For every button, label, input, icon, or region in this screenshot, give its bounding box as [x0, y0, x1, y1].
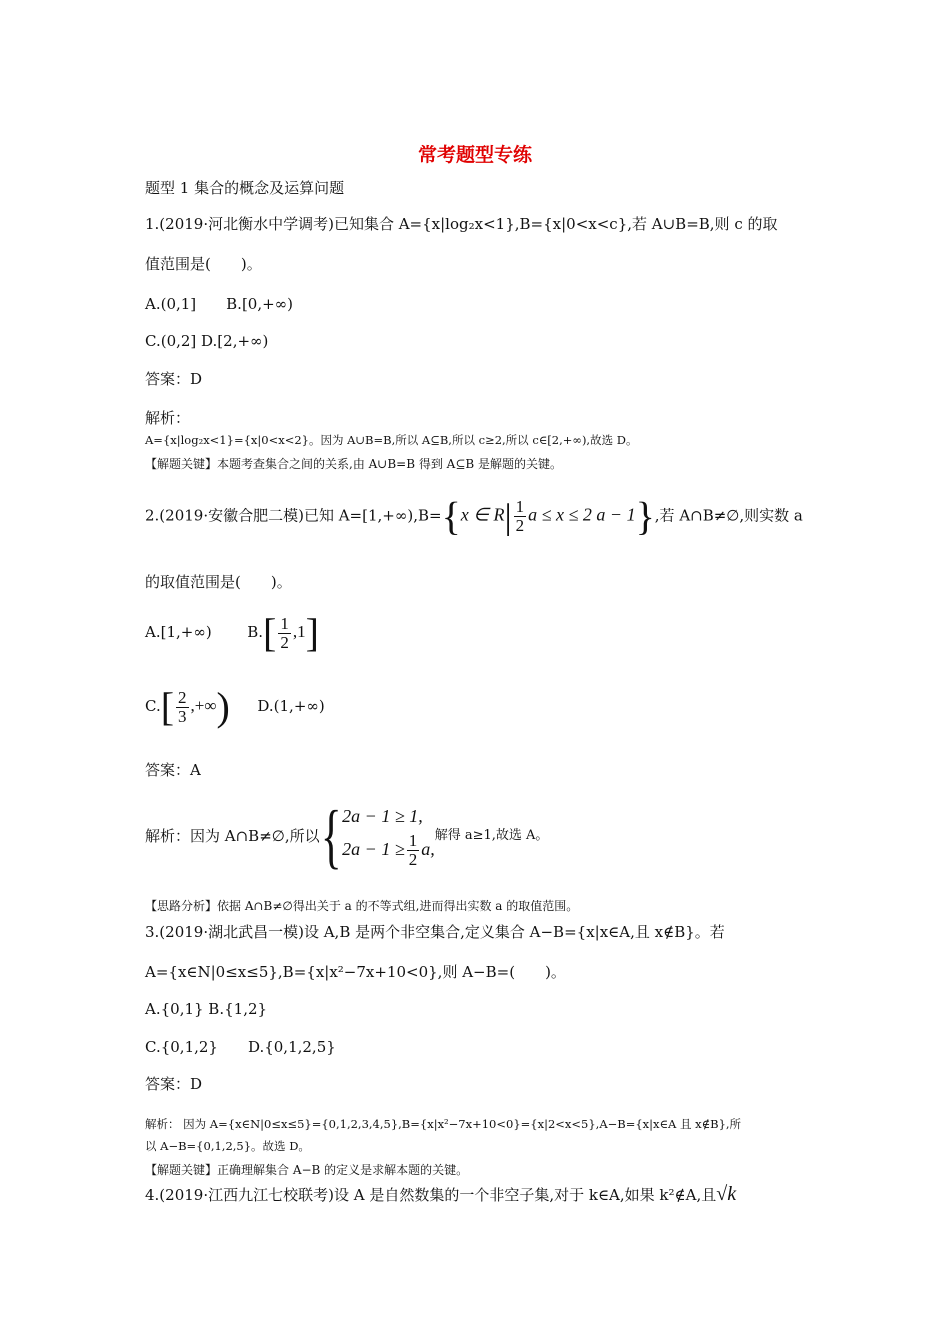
q4-radical: √k: [716, 1183, 737, 1205]
q2-analysis-suffix: 解得 a≥1,故选 A。: [434, 828, 549, 843]
q2-option-b-num: 1: [280, 613, 289, 633]
q2-system-line2: [342, 829, 435, 869]
q2-set-frac-den: 2: [515, 515, 525, 535]
q1-options-ab: A.(0,1] B.[0,+∞): [145, 295, 294, 313]
q2-analysis: [145, 796, 549, 884]
q2-set-fraction: [514, 498, 527, 535]
q2-option-d: D.(1,+∞): [257, 697, 325, 715]
q2-set-bar: |: [504, 496, 512, 537]
q2-option-c-rest: ,+∞: [190, 696, 217, 715]
q2-system-line1: 2a − 1 ≥ 1,: [342, 805, 423, 826]
q2-system-brace: {: [320, 796, 342, 876]
q2-option-c-open: [: [160, 684, 175, 729]
q3-key-note: 【解题关键】正确理解集合 A−B 的定义是求解本题的关键。: [145, 1163, 469, 1177]
q2-option-b-close: ]: [305, 610, 319, 655]
section-heading: 题型 1 集合的概念及运算问题: [145, 179, 345, 197]
q2-stem-suffix: ,若 A∩B≠∅,则实数 a: [654, 506, 803, 525]
q2-system-line2-prefix: 2a − 1 ≥: [342, 838, 405, 859]
q3-stem-line2: A={x∈N|0≤x≤5},B={x|x²−7x+10<0},则 A−B=( )。: [145, 963, 566, 981]
q2-analysis-prefix: 解析：因为 A∩B≠∅,所以: [145, 827, 320, 845]
q2-system-frac-den: 2: [408, 850, 418, 870]
q2-set-frac-num: 1: [515, 497, 525, 516]
q2-option-c-fraction: [176, 689, 189, 726]
q2-set-close-brace: }: [635, 493, 655, 539]
q2-option-b-open: [: [263, 610, 277, 655]
q2-system: [342, 803, 435, 869]
q3-analysis-line1: 解析： 因为 A={x∈N|0≤x≤5}={0,1,2,3,4,5},B={x|x²−7x+10<0}={x|2<x<5},A−B={x|x∈A 且 x∉B},所: [145, 1117, 742, 1131]
q2-option-c-num: 2: [178, 687, 187, 707]
page-title: 常考题型专练: [417, 144, 532, 166]
q2-system-frac-num: 1: [408, 831, 418, 851]
q2-key-note: 【思路分析】依据 A∩B≠∅得出关于 a 的不等式组,进而得出实数 a 的取值范围。: [145, 899, 579, 913]
q2-option-b-den: 2: [280, 632, 289, 652]
q4-stem-text: 4.(2019·江西九江七校联考)设 A 是自然数集的一个非空子集,对于 k∈A,如果 k²∉A,且: [145, 1186, 717, 1204]
q3-options-ab: A.{0,1} B.{1,2}: [145, 1000, 268, 1018]
q1-stem-line1: 1.(2019·河北衡水中学调考)已知集合 A={x|log₂x<1},B={x|0<x<c},若 A∪B=B,则 c 的取: [145, 215, 778, 233]
q2-set-open-brace: {: [441, 493, 461, 539]
q2-system-fraction: [407, 832, 420, 869]
q2-option-b-fraction: [278, 615, 291, 652]
q2-options-ab: [145, 612, 319, 653]
q3-analysis-line2: 以 A−B={0,1,2,5}。故选 D。: [145, 1139, 310, 1153]
q2-answer: 答案：A: [145, 761, 201, 779]
q1-stem-line2: 值范围是( )。: [145, 255, 262, 273]
q1-analysis-label: 解析：: [145, 409, 191, 427]
q2-stem-prefix: 2.(2019·安徽合肥二模)已知 A=[1,+∞),B=: [145, 506, 442, 525]
q2-option-b-rest: ,1: [292, 622, 306, 641]
q3-options-cd: C.{0,1,2} D.{0,1,2,5}: [145, 1038, 336, 1056]
q2-option-b-prefix: B.: [247, 623, 264, 641]
q1-analysis: A={x|log₂x<1}={x|0<x<2}。因为 A∪B=B,所以 A⊆B,所以 c≥2,所以 c∈[2,+∞),故选 D。: [145, 433, 638, 447]
q2-stem-line1: [145, 493, 803, 539]
q2-option-c-prefix: C.: [145, 697, 161, 715]
q2-system-line2-suffix: a,: [421, 838, 435, 859]
q2-options-cd: [145, 684, 325, 729]
q1-key-note: 【解题关键】本题考查集合之间的关系,由 A∪B=B 得到 A⊆B 是解题的关键。: [145, 457, 563, 471]
q2-set-x: x ∈ R: [460, 504, 505, 525]
q1-answer: 答案：D: [145, 370, 203, 388]
q2-option-c-close: ): [216, 684, 230, 729]
q3-stem-line1: 3.(2019·湖北武昌一模)设 A,B 是两个非空集合,定义集合 A−B={x|x∈A,且 x∉B}。若: [145, 923, 725, 941]
q2-option-c-den: 3: [178, 706, 187, 726]
q4-stem-line1: [145, 1184, 736, 1205]
q2-option-a: A.[1,+∞): [145, 623, 212, 641]
q1-options-cd: C.(0,2] D.[2,+∞): [145, 332, 269, 350]
q2-stem-line2: 的取值范围是( )。: [145, 573, 292, 591]
q2-set-rest: a ≤ x ≤ 2 a − 1: [528, 504, 636, 525]
q3-answer: 答案：D: [145, 1075, 203, 1093]
